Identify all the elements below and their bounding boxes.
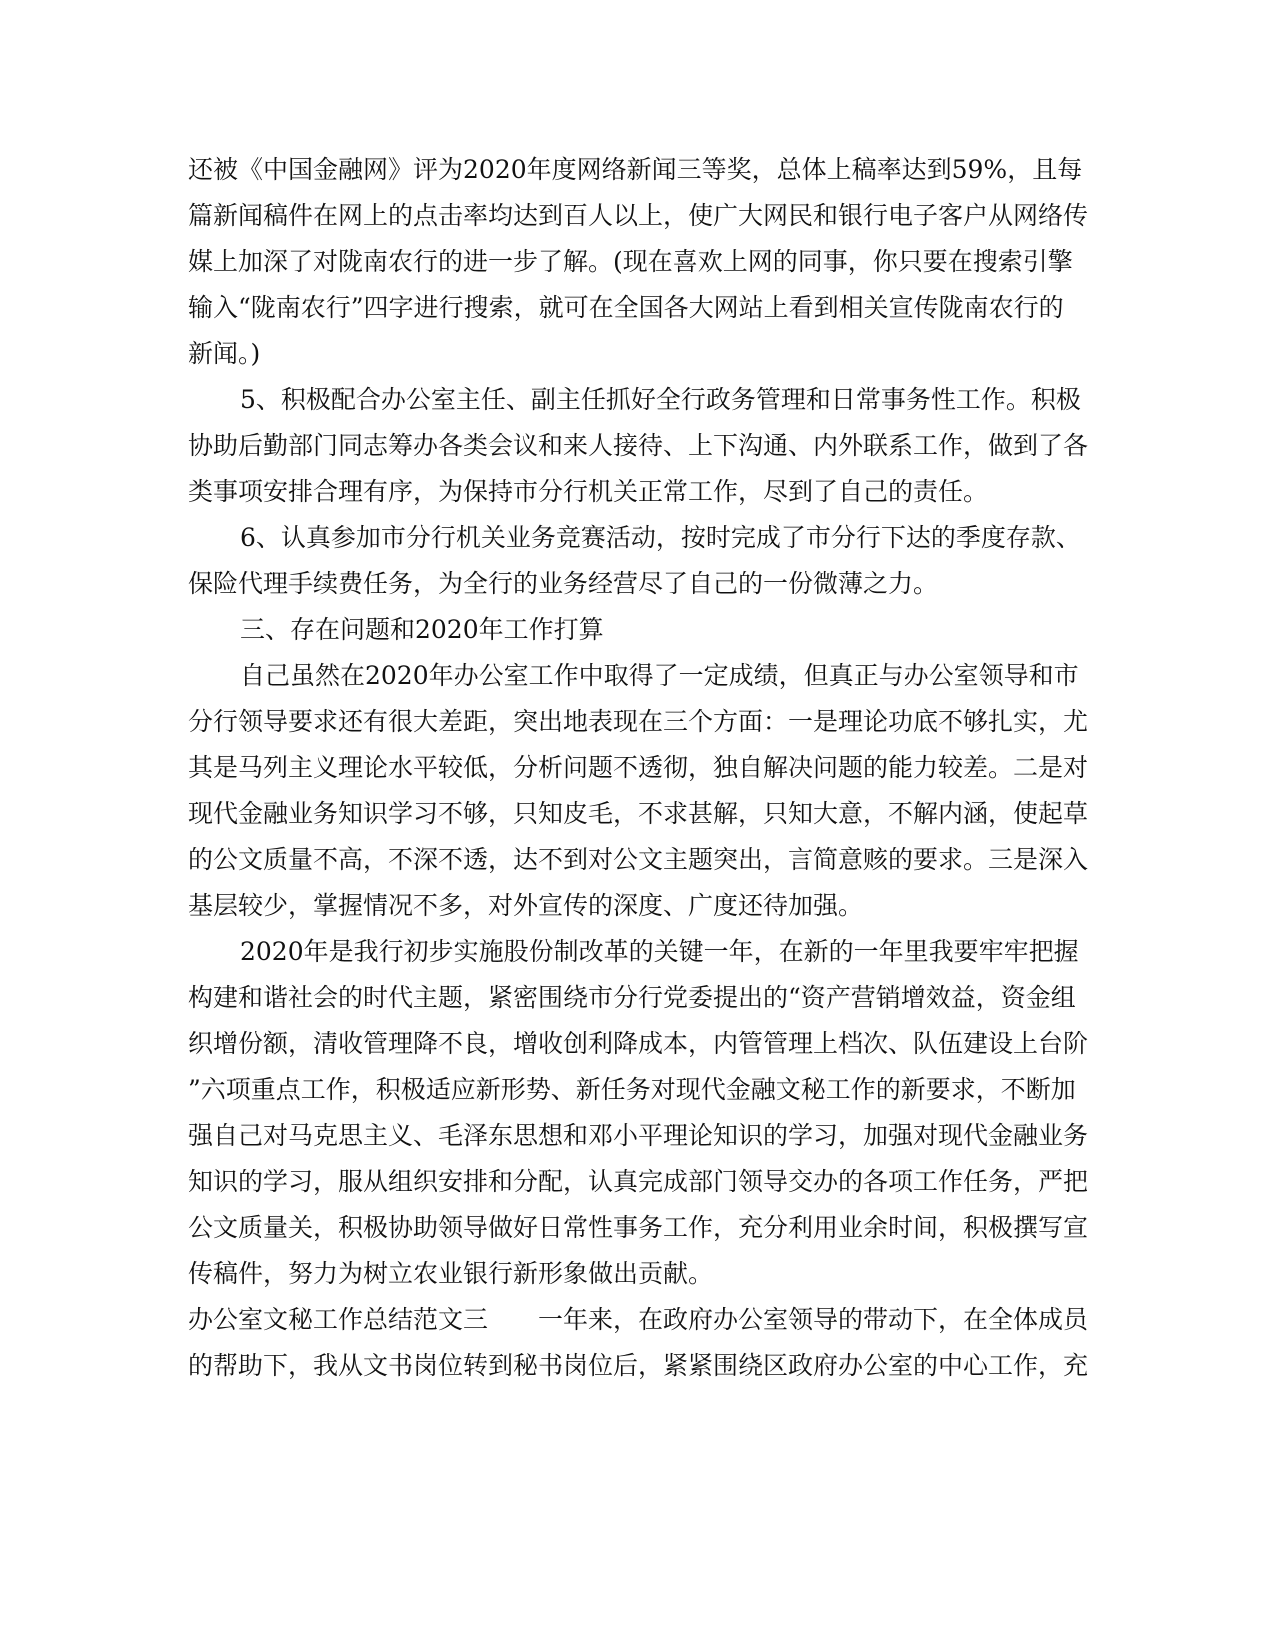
text-line: 强自己对马克思主义、毛泽东思想和邓小平理论知识的学习，加强对现代金融业务	[188, 1121, 1088, 1150]
text-line: 保险代理手续费任务，为全行的业务经营尽了自己的一份微薄之力。	[188, 569, 939, 598]
text-line: 的帮助下，我从文书岗位转到秘书岗位后，紧紧围绕区政府办公室的中心工作，充	[188, 1351, 1088, 1380]
text-line: 的公文质量不高，不深不透，达不到对公文主题突出，言简意赅的要求。三是深入	[188, 845, 1088, 874]
text-line: 分行领导要求还有很大差距，突出地表现在三个方面：一是理论功底不够扎实，尤	[188, 707, 1088, 736]
text-line: 协助后勤部门同志筹办各类会议和来人接待、上下沟通、内外联系工作，做到了各	[188, 431, 1088, 460]
text-line: 类事项安排合理有序，为保持市分行机关正常工作，尽到了自己的责任。	[188, 477, 989, 506]
text-line: 现代金融业务知识学习不够，只知皮毛，不求甚解，只知大意，不解内涵，使起草	[188, 799, 1088, 828]
text-line: 织增份额，清收管理降不良，增收创利降成本，内管管理上档次、队伍建设上台阶	[188, 1029, 1088, 1058]
text-line: 还被《中国金融网》评为2020年度网络新闻三等奖，总体上稿率达到59%，且每	[188, 155, 1083, 184]
text-line: 知识的学习，服从组织安排和分配，认真完成部门领导交办的各项工作任务，严把	[188, 1167, 1088, 1196]
section-heading: 三、存在问题和2020年工作打算	[240, 615, 604, 644]
text-line: 输入“陇南农行”四字进行搜索，就可在全国各大网站上看到相关宣传陇南农行的	[188, 293, 1064, 322]
text-line: 2020年是我行初步实施股份制改革的关键一年，在新的一年里我要牢牢把握	[240, 937, 1079, 966]
text-line: 公文质量关，积极协助领导做好日常性事务工作，充分利用业余时间，积极撰写宣	[188, 1213, 1088, 1242]
section-heading: 办公室文秘工作总结范文三 一年来，在政府办公室领导的带动下，在全体成员	[188, 1305, 1088, 1334]
text-line: 传稿件，努力为树立农业银行新形象做出贡献。	[188, 1259, 714, 1288]
text-line: 新闻。)	[188, 339, 261, 368]
text-line: 5、积极配合办公室主任、副主任抓好全行政务管理和日常事务性工作。积极	[240, 385, 1081, 414]
text-line: 自己虽然在2020年办公室工作中取得了一定成绩，但真正与办公室领导和市	[240, 661, 1079, 690]
text-line: 媒上加深了对陇南农行的进一步了解。(现在喜欢上网的同事，你只要在搜索引擎	[188, 247, 1073, 276]
text-line: 6、认真参加市分行机关业务竞赛活动，按时完成了市分行下达的季度存款、	[240, 523, 1081, 552]
text-line: ”六项重点工作，积极适应新形势、新任务对现代金融文秘工作的新要求，不断加	[188, 1075, 1076, 1104]
text-line: 构建和谐社会的时代主题，紧密围绕市分行党委提出的“资产营销增效益，资金组	[188, 983, 1076, 1012]
text-line: 基层较少，掌握情况不多，对外宣传的深度、广度还待加强。	[188, 891, 864, 920]
text-line: 篇新闻稿件在网上的点击率均达到百人以上，使广大网民和银行电子客户从网络传	[188, 201, 1088, 230]
text-line: 其是马列主义理论水平较低，分析问题不透彻，独自解决问题的能力较差。二是对	[188, 753, 1088, 782]
